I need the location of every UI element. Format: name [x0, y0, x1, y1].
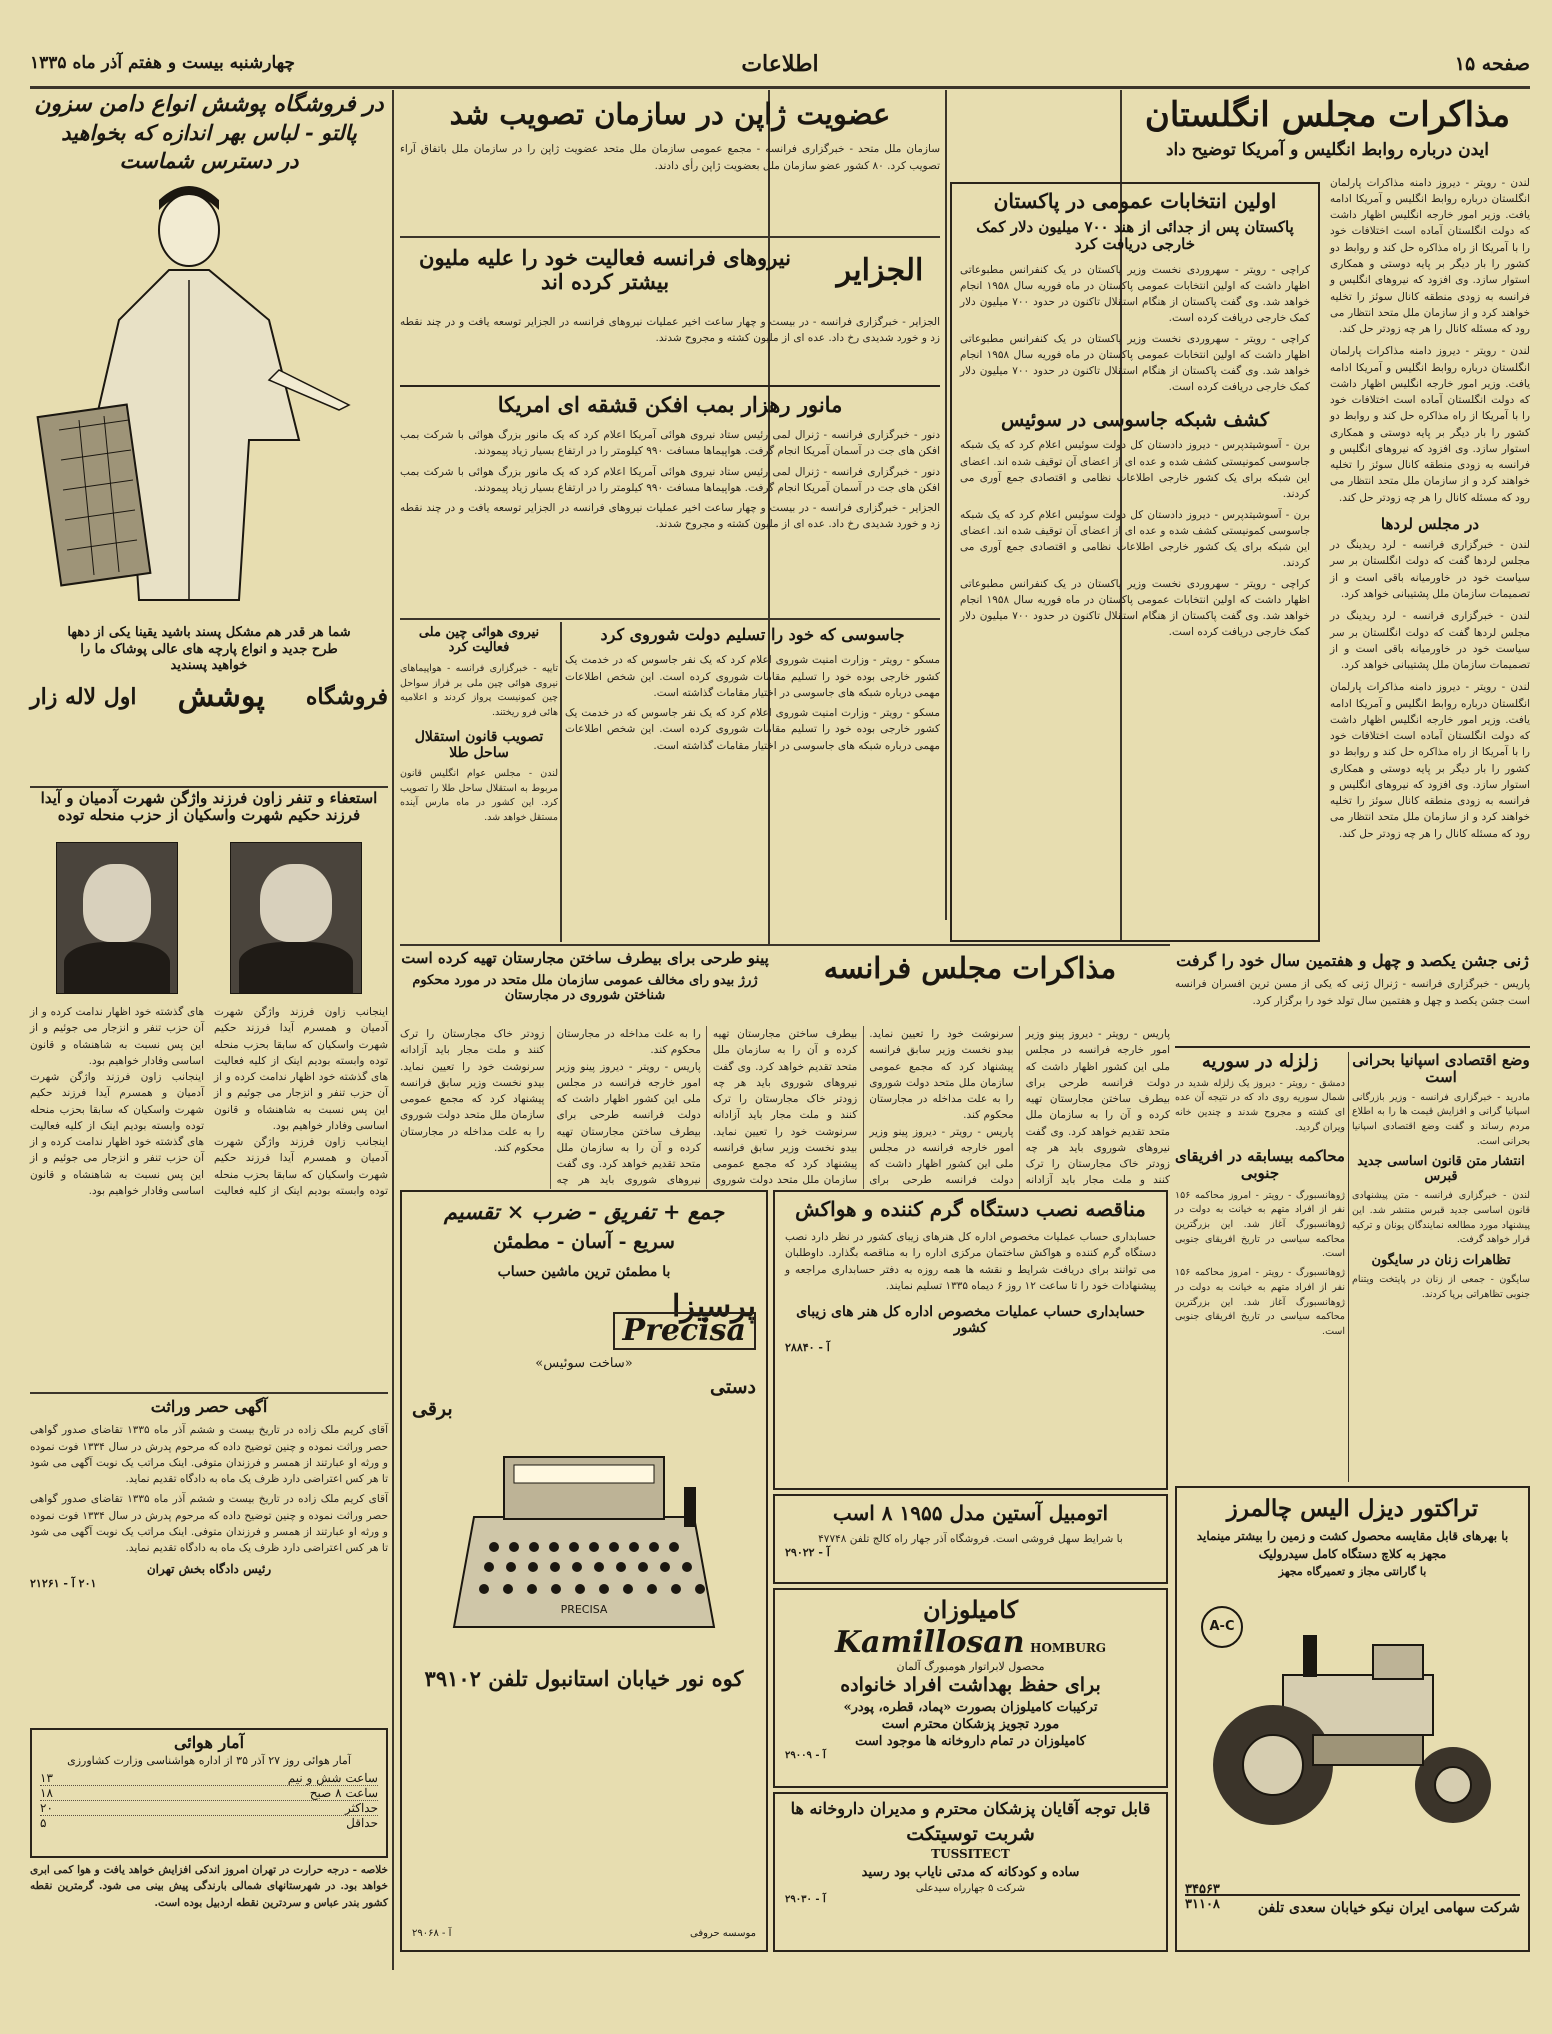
ad-line: مورد تجویز پزشکان محترم است: [881, 1716, 1060, 1732]
weather-title: آمار هوائی: [173, 1733, 245, 1752]
subhead: تصویب قانون استقلال ساحل طلا: [414, 728, 544, 761]
headline: مانور رهزار بمب افکن قشقه ای امریکا: [497, 392, 843, 417]
notice-body: اینجانب زاون فرزند واژگن شهرت آدمیان و همسرم آیدا فرزند حکیم شهرت واسکیان که سابقا بحزب منحله توده وابسته بودیم اینک از کلیه فعالیت های گذشته خود اظهار ندامت کرده و از آن حزب تنفر و انزجار می جوئیم و از این پس نسبت به شاهنشاه و قانون اساسی وفادار خواهیم بود.: [30, 1071, 204, 1197]
company-name: شرکت سهامی ایران نیکو خیابان سعدی تلفن: [1257, 1900, 1520, 1916]
brand-name: TUSSITECT: [931, 1847, 1010, 1862]
article-france-parliament: [400, 946, 1170, 1186]
article-body: کراچی - رویتر - سهروردی نخست وزیر پاکستان در یک کنفرانس مطبوعاتی اظهار داشت که اولین انتخابات عمومی پاکستان در ماه فوریه سال ۱۹۵۸ انجام خواهد شد. وی گفت پاکستان از هنگام استقلال تاکنون در حدود ۷۰۰ میلیون دلار کمک خارجی دریافت کرده است.: [960, 577, 1311, 639]
article-body: سازمان ملل متحد - خبرگزاری فرانسه - مجمع عمومی سازمان ملل متحد عضویت ژاپن را در سازمان ملل باتفاق آراء تصویب کرد. ۸۰ کشور عضو سازمان ملل بعضویت ژاپن رأی دادند.: [400, 143, 940, 172]
calculator-brand-plate: PRECISA: [560, 1602, 608, 1616]
notice-body: آقای کریم ملک زاده در تاریخ بیست و ششم آذر ماه ۱۳۳۵ تقاضای صدور گواهی حصر وراثت نموده و چنین توضیح داده که مرحوم پدرش در سال ۱۳۳۴ فوت نموده و ورثه او عبارتند از همسر و فرزندان متوفی. اینک مراتب یک نوبت آگهی می شود تا هر کس اعتراضی دارد ظرف یک ماه به دادگاه تقدیم نماید.: [30, 1493, 388, 1555]
ad-headline: جمع + تفریق - ضرب × تقسیم: [443, 1199, 725, 1224]
ad-address: کوه نور خیابان استانبول تلفن ۳۹۱۰۲: [424, 1665, 744, 1691]
ad-headline: تراکتور دیزل الیس چالمرز: [1226, 1495, 1479, 1522]
article-genie: [1175, 948, 1530, 1048]
weather-value: ۵: [40, 1816, 47, 1831]
weather-row: [40, 1786, 378, 1801]
article-spain-economy: [1352, 1052, 1530, 1482]
ad-line: با بهرهای قابل مقایسه محصول کشت و زمین را بیشتر مینماید: [1196, 1529, 1509, 1544]
brand-name-en: Precisa: [613, 1312, 756, 1351]
paper-name: اطلاعات: [741, 51, 819, 77]
notice-inheritance: [30, 1394, 388, 1724]
headline: نیروی هوائی چین ملی فعالیت کرد: [418, 625, 540, 655]
weather-forecast: [30, 1862, 388, 1962]
ad-line: در دسترس شماست: [119, 148, 299, 174]
subhead: ژرژ بیدو رای مخالف عمومی سازمان ملل متحد در مورد محکوم شناختن شوروی در مجارستان: [412, 973, 758, 1003]
ad-line: مجهز به کلاچ دستگاه کامل سیدرولیک: [1258, 1547, 1447, 1562]
brand-logo: [785, 1626, 1156, 1661]
notice-code: ۲۰۱ آ - ۲۱۲۶۱: [30, 1577, 97, 1591]
article-body: کراچی - رویتر - سهروردی نخست وزیر پاکستان در یک کنفرانس مطبوعاتی اظهار داشت که اولین انتخابات عمومی پاکستان در ماه فوریه سال ۱۹۵۸ انجام خواهد شد. وی گفت پاکستان از هنگام استقلال تاکنون در حدود ۷۰۰ میلیون دلار کمک خارجی دریافت کرده است.: [960, 332, 1311, 394]
fashion-illustration: [49, 180, 369, 620]
ad-headline: قابل توجه آقایان پزشکان محترم و مدیران داروخانه ها: [790, 1799, 1151, 1818]
article-body: ژوهانسبورگ - رویتر - امروز محاکمه ۱۵۶ نفر از افراد متهم به خیانت به دولت در ژوهانسبورگ آغاز شد. این بزرگترین محاکمه سیاسی در تاریخ افریقای جنوبی است.: [1175, 1189, 1345, 1260]
article-body: مسکو - رویتر - وزارت امنیت شوروی اعلام کرد که یک نفر جاسوس که در خدمت یک کشور خارجی بوده خود را تسلیم مقامات شوروی کرده است. این شخص اطلاعات مهمی درباره شبکه های جاسوسی در اختیار مقامات گذاشته است.: [565, 654, 940, 699]
article-body: لندن - مجلس عوام انگلیس قانون مربوط به استقلال ساحل طلا را تصویب کرد. این کشور در ماه مارس آینده مستقل خواهد شد.: [400, 767, 558, 824]
brand-name: پوشش: [177, 679, 265, 715]
headline: زلزله در سوریه: [1201, 1051, 1319, 1072]
ad-agent: موسسه حروفی: [689, 1928, 756, 1939]
section-rule: [400, 618, 940, 620]
ad-headline: برای حفظ بهداشت افراد خانواده: [840, 1674, 1101, 1697]
calculator-illustration: [444, 1427, 724, 1657]
subhead: در مجلس لردها: [1380, 514, 1480, 533]
ad-code: آ - ۲۹۰۰۹: [785, 1749, 826, 1761]
weather-table: [40, 1771, 378, 1830]
headline: محاکمه بیسابقه در افریقای جنوبی: [1175, 1147, 1345, 1183]
subhead: پاکستان پس از جدائی از هند ۷۰۰ میلیون دلار کمک خارجی دریافت کرد: [976, 218, 1294, 254]
brand-name-fa: پرسیزا: [672, 1289, 756, 1325]
weather-value: ۲۰: [40, 1801, 53, 1816]
headline: جاسوسی که خود را تسلیم دولت شوروی کرد: [600, 625, 905, 644]
phone: ۳۱۱۰۸: [1185, 1897, 1220, 1913]
weather-label: حداقل: [346, 1816, 378, 1831]
masthead: [30, 50, 1530, 84]
headline: نیروهای فرانسه فعالیت خود را علیه ملیون بیشتر کرده اند: [419, 245, 791, 295]
ad-allis-chalmers: [1175, 1486, 1530, 1952]
article-body: دنور - خبرگزاری فرانسه - ژنرال لمی رئیس ستاد نیروی هوائی آمریکا اعلام کرد که یک مانور بزرگ هوائی با شرکت بمب افکن های جت در آسمان آمریکا انجام گرفت. هواپیماها مسافت ۹۹۰ کیلومتر را در ارتفاع بسیار زیاد پیمودند.: [400, 429, 940, 458]
notice-body: آقای کریم ملک زاده در تاریخ بیست و ششم آذر ماه ۱۳۳۵ تقاضای صدور گواهی حصر وراثت نموده و چنین توضیح داده که مرحوم پدرش در سال ۱۳۳۴ فوت نموده و ورثه او عبارتند از همسر و فرزندان متوفی. اینک مراتب یک نوبت آگهی می شود تا هر کس اعتراضی دارد ظرف یک ماه به دادگاه تقدیم نماید.: [30, 1424, 388, 1486]
headline: آگهی حصر وراثت: [150, 1397, 268, 1416]
notice-body: اینجانب زاون فرزند واژگن شهرت آدمیان و همسرم آیدا فرزند حکیم شهرت واسکیان که سابقا بحزب منحله توده وابسته بودیم اینک از کلیه فعالیت های گذشته خود اظهار ندامت کرده و از آن حزب تنفر و انزجار می جوئیم و از این پس نسبت به شاهنشاه و قانون اساسی وفادار خواهیم بود.: [30, 1006, 388, 1197]
ad-line: با گارانتی مجاز و تعمیرگاه مجهز: [1278, 1565, 1427, 1579]
weather-label: ساعت ۸ صبح: [309, 1786, 378, 1801]
section-rule: [30, 786, 388, 788]
subhead: ایدن درباره روابط انگلیس و آمریکا توضیح داد: [1165, 140, 1490, 161]
weather-report: [30, 1728, 388, 1858]
weather-value: ۱۳: [40, 1771, 53, 1786]
article-body: مسکو - رویتر - وزارت امنیت شوروی اعلام کرد که یک نفر جاسوس که در خدمت یک کشور خارجی بوده خود را تسلیم مقامات شوروی کرده است. این شخص اطلاعات مهمی درباره شبکه های جاسوسی در اختیار مقامات گذاشته است.: [565, 707, 940, 752]
article-us-bomber: [400, 385, 940, 615]
article-body: لندن - خبرگزاری فرانسه - متن پیشنهادی قانون اساسی جدید قبرس منتشر شد. این پیشنهاد مورد مطالعه نمایندگان یونان و ترکیه قرار خواهد گرفت.: [1352, 1190, 1530, 1246]
weather-label: حداکثر: [344, 1801, 378, 1816]
ad-footer: [412, 1928, 756, 1944]
ad-title: کامیلوزان: [922, 1595, 1019, 1624]
notice-signature: حسابداری حساب عملیات مخصوص اداره کل هنر های زیبای کشور: [796, 1304, 1145, 1337]
article-body: لندن - رویتر - دیروز دامنه مذاکرات پارلمان انگلستان درباره روابط انگلیس و آمریکا ادامه یافت. وزیر امور خارجه انگلیس اظهار داشت که دولت انگلستان آماده است اختلافات خود را با آمریکا از راه مذاکره حل کند و روابط دو کشور را بار دیگر بر پایه دوستی و همکاری استوار سازد. وی افزود که نیروهای انگلیس و فرانسه به زودی منطقه کانال سوئز را تخلیه خواهند کرد و از سازمان ملل متحد انتظار می رود که مسئله کانال را هر چه زودتر حل کند.: [1330, 345, 1530, 504]
headline: مذاکرات مجلس فرانسه: [823, 951, 1117, 985]
notice-resignation: [30, 790, 388, 1390]
phone: ۳۴۵۶۳: [1185, 1882, 1220, 1898]
headline: مناقصه نصب دستگاه گرم کننده و هواکش: [795, 1197, 1146, 1221]
article-body: برن - آسوشیتدپرس - دیروز دادستان کل دولت سوئیس اعلام کرد که یک شبکه جاسوسی کمونیستی کشف شده و عده ای از اعضای آن توقیف شده اند. اعضای این شبکه برای یک کشور خارجی اطلاعات نظامی و اقتصادی جمع آوری می کردند.: [960, 508, 1310, 570]
subhead: کشف شبکه جاسوسی در سوئیس: [1000, 408, 1270, 431]
article-soviet-spy: [565, 622, 940, 942]
article-japan-un: [400, 92, 940, 232]
weather-row: [40, 1801, 378, 1816]
weather-label: ساعت شش و نیم: [287, 1771, 378, 1786]
weather-value: ۱۸: [40, 1786, 53, 1801]
article-body: تایپه - خبرگزاری فرانسه - هواپیماهای نیروی هوائی چین ملی بر فراز سواحل چین کمونیست پرواز کردند و اعلامیه هائی فرو ریختند.: [400, 662, 558, 719]
ad-line: شرکت ۵ جهارراه سیدعلی: [915, 1882, 1026, 1894]
ad-code: آ - ۲۹۰۶۸: [412, 1928, 452, 1939]
notice-body: حسابداری حساب عملیات مخصوص اداره کل هنرهای زیبای کشور در نظر دارد نصب دستگاه گرم کننده و هواکش ساختمان مرکزی اداره را به مناقصه بگذارد. داوطلبان می توانند برای دریافت شرایط و نقشه ها همه روزه به دفتر حسابداری مراجعه و پیشنهادات خود را تا ساعت ۱۲ روز ۶ دیماه ۱۳۳۵ تسلیم نمایند.: [785, 1231, 1156, 1292]
notice-signature: رئیس دادگاه بخش تهران: [146, 1561, 272, 1576]
headline: ژنی جشن یکصد و چهل و هفتمین سال خود را گرفت: [1176, 951, 1529, 970]
subhead: پینو طرحی برای بیطرف ساختن مجارستان تهیه کرده است: [401, 949, 769, 967]
article-body: الجزایر - خبرگزاری فرانسه - در بیست و چهار ساعت اخیر عملیات نیروهای فرانسه در الجزایر توسعه یافت و در چند نقطه زد و خورد شدیدی رخ داد. عده ای از ملیون کشته و مجروح شدند.: [400, 502, 940, 531]
ad-line: ترکیبات کامیلوزان بصورت «پماد، قطره، پودر»: [843, 1699, 1098, 1715]
ad-code: آ - ۲۹۰۲۲: [785, 1546, 830, 1560]
headline: وضع اقتصادی اسپانیا بحرانی است: [1352, 1051, 1530, 1087]
article-body: لندن - رویتر - دیروز دامنه مذاکرات پارلمان انگلستان درباره روابط انگلیس و آمریکا ادامه یافت. وزیر امور خارجه انگلیس اظهار داشت که دولت انگلستان آماده است اختلافات خود را با آمریکا از راه مذاکره حل کند و روابط دو کشور را بار دیگر بر پایه دوستی و همکاری استوار سازد. وی افزود که نیروهای انگلیس و فرانسه به زودی منطقه کانال سوئز را تخلیه خواهند کرد و از سازمان ملل متحد انتظار می رود که مسئله کانال را هر چه زودتر حل کند.: [1330, 176, 1530, 336]
article-body: دمشق - رویتر - دیروز یک زلزله شدید در شمال سوریه روی داد که در نتیجه آن عده ای کشته و مجروح شدند و چندین خانه ویران گردید.: [1175, 1077, 1345, 1133]
subhead: انتشار متن قانون اساسی جدید قبرس: [1357, 1154, 1525, 1185]
article-body: پاریس - رویتر - دیروز پینو وزیر امور خارجه فرانسه در مجلس ملی این کشور اظهار داشت که دولت فرانسه طرحی برای بیطرف ساختن مجارستان تهیه کرده و آن را به سازمان ملل متحد تقدیم خواهد کرد. وی گفت نیروهای شوروی باید هر چه زودتر خاک مجارستان را ترک کنند و ملت مجار باید آزادانه سرنوشت خود را تعیین نماید. بیدو نخست وزیر سابق فرانسه پیشنهاد کرد که مجمع عمومی سازمان ملل متحد دولت شوروی را به علت مداخله در مجارستان محکوم کند.: [556, 1028, 1014, 1187]
ad-line: دستی: [710, 1376, 756, 1399]
ad-line: شربت توسیتکت: [906, 1823, 1035, 1846]
forecast-body: خلاصه - درجه حرارت در تهران امروز اندکی افزایش خواهد یافت و هوا کمی ابری خواهد بود. در شهرستانهای شمالی بارندگی پیش بینی می شود. گرمترین نقطه کشور بندر عباس و سردترین نقطه اردبیل بوده است.: [30, 1864, 388, 1909]
ad-line: با مطمئن ترین ماشین حساب: [497, 1263, 671, 1280]
article-body: لندن - رویتر - دیروز دامنه مذاکرات پارلمان انگلستان درباره روابط انگلیس و آمریکا ادامه یافت. وزیر امور خارجه انگلیس اظهار داشت که دولت انگلستان آماده است اختلافات خود را با آمریکا از راه مذاکره حل کند و روابط دو کشور را بار دیگر بر پایه دوستی و همکاری استوار سازد. وی افزود که نیروهای انگلیس و فرانسه به زودی منطقه کانال سوئز را تخلیه خواهند کرد و از سازمان ملل متحد انتظار می رود که مسئله کانال را هر چه زودتر حل کند.: [1330, 681, 1530, 840]
brand-sub: HOMBURG: [1030, 1640, 1107, 1655]
article-body: کراچی - رویتر - سهروردی نخست وزیر پاکستان در یک کنفرانس مطبوعاتی اظهار داشت که اولین انتخابات عمومی پاکستان در ماه فوریه سال ۱۹۵۸ انجام خواهد شد. وی گفت پاکستان از هنگام استقلال تاکنون در حدود ۷۰۰ میلیون دلار کمک خارجی دریافت کرده است.: [960, 263, 1311, 325]
ad-line: طرح جدید و انواع پارچه های عالی پوشاک ما را: [80, 641, 338, 657]
column-rule: [945, 90, 947, 920]
article-body: مادرید - خبرگزاری فرانسه - وزیر بازرگانی اسپانیا گرانی و افزایش قیمت ها را به اطلاع مردم رساند و گفت وضع اقتصادی اسپانیا بحرانی است.: [1352, 1091, 1530, 1147]
portrait-photo-woman: [56, 842, 178, 994]
algeria-title: الجزایر: [836, 253, 924, 288]
article-china-airforce: [400, 622, 558, 942]
article-south-africa: [1175, 1148, 1345, 1478]
ad-austin-car: [773, 1494, 1168, 1584]
store-label: فروشگاه: [305, 683, 388, 710]
page-label: صفحه ۱۵: [1454, 53, 1530, 75]
subhead: تظاهرات زنان در سایگون: [1371, 1253, 1511, 1269]
article-body: لندن - خبرگزاری فرانسه - لرد ریدینگ در مجلس لردها گفت که دولت انگلستان بر سر سیاست خود در خاورمیانه باقی است و از تصمیمات سازمان ملل پشتیبانی خواهد کرد.: [1330, 539, 1530, 600]
ad-line: سریع - آسان - مطمئن: [493, 1231, 675, 1254]
headline: اولین انتخابات عمومی در پاکستان: [993, 189, 1277, 213]
ad-store-line: [30, 680, 388, 715]
article-body: الجزایر - خبرگزاری فرانسه - در بیست و چهار ساعت اخیر عملیات نیروهای فرانسه در الجزایر توسعه یافت و در چند نقطه زد و خورد شدیدی رخ داد. عده ای از ملیون کشته و مجروح شدند.: [400, 316, 940, 345]
portrait-photo-man: [230, 842, 362, 994]
ad-line: ساده و کودکانه که مدتی نایاب بود رسید: [861, 1865, 1080, 1881]
weather-row: [40, 1771, 378, 1786]
article-body: لندن - خبرگزاری فرانسه - لرد ریدینگ در مجلس لردها گفت که دولت انگلستان بر سر سیاست خود در خاورمیانه باقی است و از تصمیمات سازمان ملل پشتیبانی خواهد کرد.: [1330, 610, 1530, 672]
article-syria-quake: [1175, 1052, 1345, 1142]
ad-headline: در فروشگاه پوشش انواع دامن سزون: [34, 91, 384, 117]
ad-makers: محصول لابراتوار هومبورگ آلمان: [896, 1660, 1045, 1674]
article-body: دنور - خبرگزاری فرانسه - ژنرال لمی رئیس ستاد نیروی هوائی آمریکا اعلام کرد که یک مانور بزرگ هوائی با شرکت بمب افکن های جت در آسمان آمریکا انجام گرفت. هواپیماها مسافت ۹۹۰ کیلومتر را در ارتفاع بسیار زیاد پیمودند.: [400, 465, 940, 494]
ad-precisa: [400, 1190, 768, 1952]
weather-intro: آمار هوائی روز ۲۷ آذر ۳۵ از اداره هواشناسی وزارت کشاورزی: [67, 1754, 351, 1768]
headline: اتومبیل آستین مدل ۱۹۵۵ ۸ اسب: [832, 1501, 1109, 1525]
article-body: برن - آسوشیتدپرس - دیروز دادستان کل دولت سوئیس اعلام کرد که یک شبکه جاسوسی کمونیستی کشف شده و عده ای از اعضای آن توقیف شده اند. اعضای این شبکه برای یک کشور خارجی اطلاعات نظامی و اقتصادی جمع آوری می کردند.: [960, 439, 1310, 501]
brand-logo: A-C: [1201, 1606, 1243, 1648]
notice-body: اینجانب زاون فرزند واژگن شهرت آدمیان و همسرم آیدا فرزند حکیم شهرت واسکیان که سابقا بحزب منحله توده وابسته بودیم اینک از کلیه فعالیت های گذشته خود اظهار ندامت کرده و از آن حزب تنفر و انزجار می جوئیم و از این پس نسبت به شاهنشاه و قانون اساسی وفادار خواهیم بود.: [214, 1006, 388, 1132]
column-rule: [392, 90, 394, 1970]
masthead-date: چهارشنبه بیست و هفتم آذر ماه ۱۳۳۵: [30, 53, 296, 73]
headline: مذاکرات مجلس انگلستان: [1144, 95, 1511, 135]
column-rule: [1348, 1052, 1349, 1482]
ad-line: شما هر قدر هم مشکل پسند باشید یقینا یکی از دهها: [67, 624, 351, 640]
store-address: اول لاله زار: [30, 683, 137, 710]
tender-notice: [773, 1190, 1168, 1490]
weather-row: [40, 1816, 378, 1830]
article-body: پاریس - رویتر - دیروز پینو وزیر امور خارجه فرانسه در مجلس ملی این کشور اظهار داشت که دولت فرانسه طرحی برای بیطرف ساختن مجارستان تهیه کرده و آن را به سازمان ملل متحد تقدیم خواهد کرد. وی گفت نیروهای شوروی باید هر چه زودتر خاک مجارستان را ترک کنند و ملت مجار باید آزادانه سرنوشت خود را تعیین نماید. بیدو نخست وزیر سابق فرانسه پیشنهاد کرد که مجمع عمومی سازمان ملل متحد دولت شوروی را به علت مداخله در مجارستان محکوم کند.: [400, 1028, 701, 1187]
ad-code: آ - ۲۹۰۳۰: [785, 1893, 826, 1905]
section-rule: [400, 236, 940, 238]
article-pakistan: [950, 182, 1320, 942]
brand-name: Kamillosan: [834, 1624, 1025, 1660]
masthead-rule: [30, 86, 1530, 89]
ad-line: «ساخت سوئیس»: [535, 1356, 633, 1372]
headline: استعفاء و تنفر زاون فرزند واژگن شهرت آدمیان و آیدا فرزند حکیم شهرت واسکیان از حزب منحله توده: [40, 789, 378, 825]
article-body: ژوهانسبورگ - رویتر - امروز محاکمه ۱۵۶ نفر از افراد متهم به خیانت به دولت در ژوهانسبورگ آغاز شد. این بزرگترین محاکمه سیاسی در تاریخ افریقای جنوبی است.: [1175, 1267, 1345, 1337]
ad-body: با شرایط سهل فروشی است. فروشگاه آذر جهار راه کالج تلفن ۴۷۷۴۸: [818, 1533, 1123, 1545]
article-body: پاریس - رویتر - دیروز پینو وزیر امور خارجه فرانسه در مجلس ملی این کشور اظهار داشت که دولت فرانسه طرحی برای بیطرف ساختن مجارستان تهیه کرده و آن را به سازمان ملل متحد تقدیم خواهد کرد. وی گفت نیروهای شوروی باید هر چه زودتر خاک مجارستان را ترک کنند و ملت مجار باید آزادانه سرنوشت خود را تعیین نماید. بیدو نخست وزیر سابق فرانسه پیشنهاد کرد که مجمع عمومی سازمان ملل متحد دولت شوروی را به علت مداخله در مجارستان محکوم کند.: [869, 1028, 1170, 1187]
tractor-illustration: [1193, 1605, 1513, 1835]
headline: عضویت ژاپن در سازمان تصویب شد: [449, 97, 891, 131]
ad-poushesh-store: [30, 92, 388, 782]
column-rule: [560, 622, 562, 942]
ad-kamillosan: [773, 1588, 1168, 1788]
notice-code: آ - ۲۸۸۴۰: [785, 1341, 830, 1355]
article-body: سایگون - جمعی از زنان در پایتخت ویتنام جنوبی تظاهراتی برپا کردند.: [1352, 1274, 1530, 1300]
article-algeria: [400, 240, 940, 380]
ad-tussitect: [773, 1792, 1168, 1952]
article-body: پاریس - خبرگزاری فرانسه - ژنرال ژنی که یکی از مسن ترین افسران فرانسه است جشن یکصد و چهل و هفتمین سال تولد خود را برگزار کرد.: [1175, 978, 1530, 1007]
ad-line: برقی: [412, 1397, 453, 1420]
ad-line: خواهید پسندید: [170, 658, 248, 674]
ad-line: کامیلوزان در تمام داروخانه ها موجود است: [855, 1733, 1086, 1749]
ad-line: پالتو - لباس بهر اندازه که بخواهید: [61, 120, 357, 146]
ad-footer: [1185, 1882, 1520, 1944]
